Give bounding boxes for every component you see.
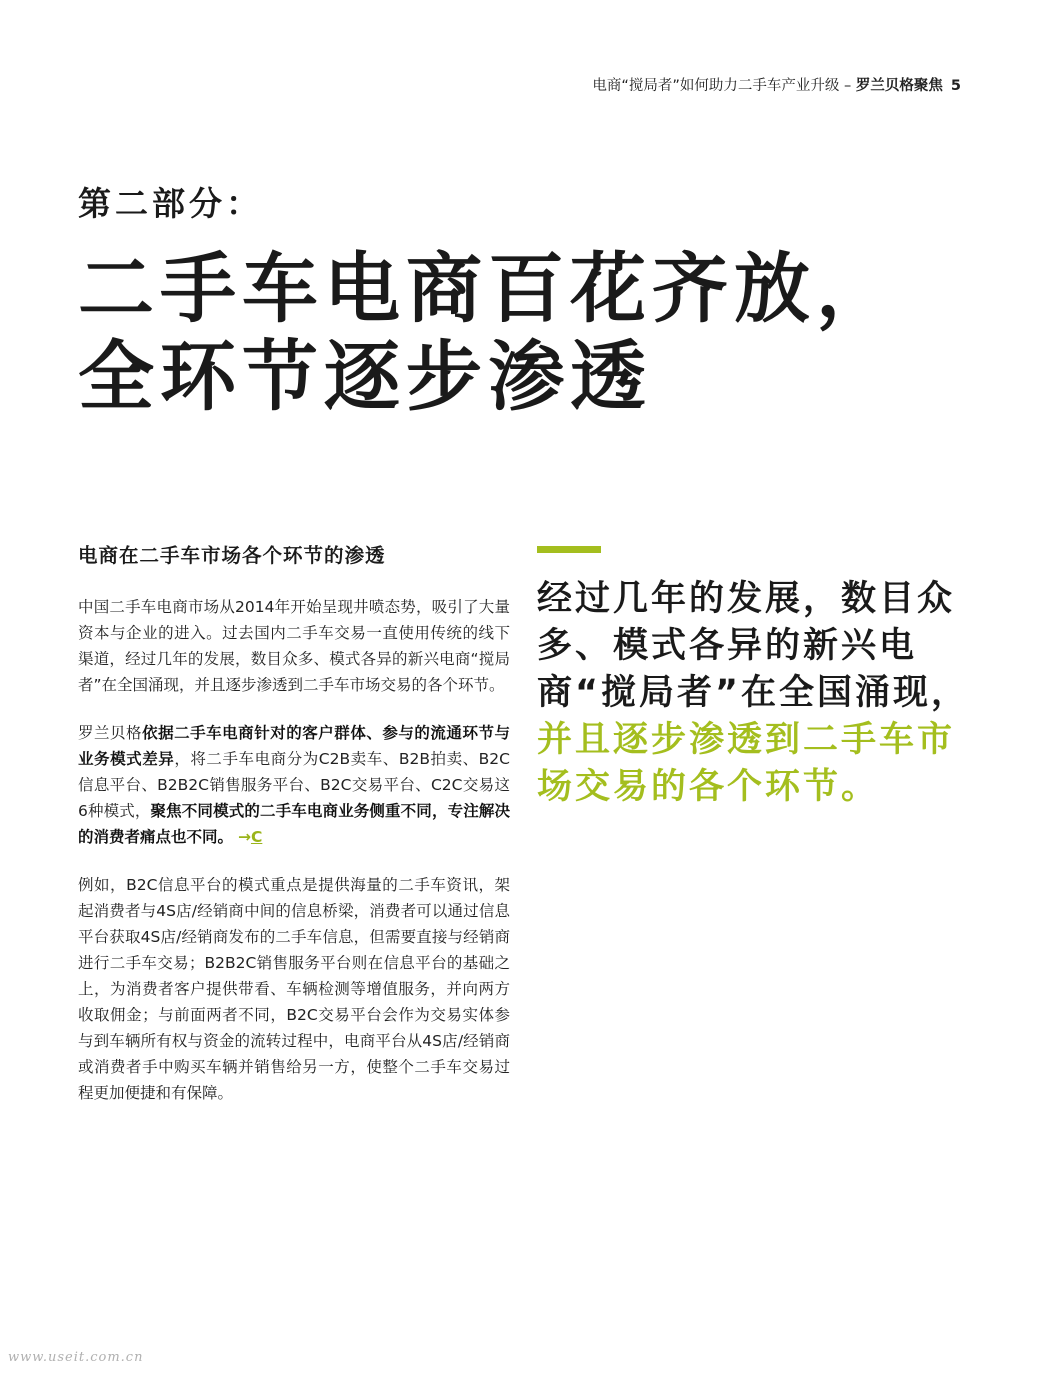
section-heading: 电商在二手车市场各个环节的渗透 — [78, 544, 386, 567]
page-number: 5 — [950, 78, 961, 94]
paragraph-3: 例如，B2C信息平台的模式重点是提供海量的二手车资讯，架起消费者与4S店/经销商中间的信息桥梁，消费者可以通过信息平台获取4S店/经销商发布的二手车信息，但需要直接与经销商进行二手车交易；B2B2C销售服务平台则在信息平台的基础之上，为消费者客户提供带看、车辆检测等增值服务，并向两方收取佣金；与前面两者不同，B2C交易平台会作为交易实体参与到车辆所有权与资金的流转过程中，电商平台从4S店/经销商或消费者手中购买车辆并销售给另一方，使整个二手车交易过程更加便捷和有保障。 — [78, 876, 510, 1102]
para2-models: ，将二手车电商分为C2B卖车、B2B拍卖、B2C信息平台、B2B2C销售服务平台、B2C交易平台、C2C交易这6种模式， — [78, 750, 510, 820]
paragraph-1: 中国二手车电商市场从2014年开始呈现井喷态势，吸引了大量资本与企业的进入。过去国内二手车交易一直使用传统的线下渠道，经过几年的发展，数目众多、模式各异的新兴电商“搅局者”在全国涌现，并且逐步渗透到二手车市场交易的各个环节。 — [78, 598, 510, 694]
brand-name: 罗兰贝格聚焦 — [855, 78, 943, 94]
accent-bar — [537, 546, 601, 553]
paragraph-2 — [78, 720, 510, 850]
pull-quote-highlight: 并且逐步渗透到二手车市场交易的各个环节。 — [537, 720, 956, 807]
para2-bold-conclusion: 聚焦不同模式的二手车电商业务侧重不同，专注解决的消费者痛点也不同。 — [78, 802, 510, 846]
page-title — [78, 245, 898, 421]
running-header — [592, 74, 961, 95]
part-label: 第二部分： — [78, 184, 263, 223]
pull-quote — [537, 576, 977, 811]
arrow-icon: → — [237, 828, 251, 846]
chapter-c-link[interactable]: C — [250, 828, 263, 846]
pull-quote-text: 经过几年的发展，数目众多、模式各异的新兴电商“搅局者”在全国涌现， — [537, 579, 970, 713]
running-title: 电商“搅局者”如何助力二手车产业升级 – — [592, 78, 856, 94]
title-line-1: 二手车电商百花齐放， — [78, 244, 898, 333]
para2-bold-criteria: 依据二手车电商针对的客户群体、参与的流通环节与业务模式差异 — [78, 724, 510, 768]
watermark: www.useit.com.cn — [8, 1350, 144, 1365]
title-line-2: 全环节逐步渗透 — [78, 332, 652, 421]
body-column — [78, 540, 510, 1128]
para2-intro: 罗兰贝格 — [78, 724, 143, 742]
